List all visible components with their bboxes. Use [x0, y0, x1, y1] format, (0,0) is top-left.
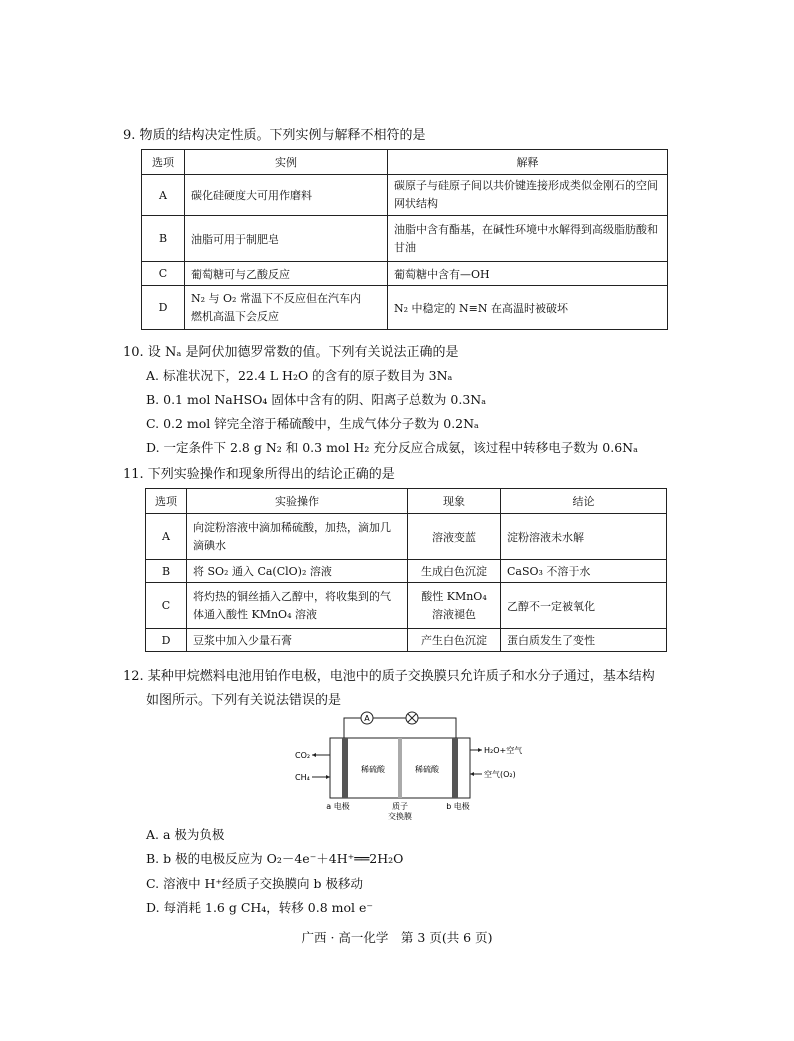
q11-op-c	[187, 583, 408, 629]
q11-phen-c	[408, 583, 501, 629]
q12-option-a: A. a 极为负极	[146, 827, 225, 842]
table-row	[146, 583, 667, 629]
q9-example-d-line2: 燃机高温下会反应	[191, 309, 279, 323]
table-row	[142, 286, 668, 330]
q11-op-a-line2: 滴碘水	[193, 538, 226, 552]
q11-phen-c-line1: 酸性 KMnO₄	[421, 589, 487, 603]
left-gas-ch4: CH₄	[295, 773, 310, 782]
q11-header-phen: 现象	[408, 489, 501, 514]
q11-option-b: B	[146, 560, 187, 583]
q9-option-c: C	[142, 262, 185, 286]
q12-option-b: B. b 极的电极反应为 O₂－4e⁻＋4H⁺══2H₂O	[146, 851, 404, 866]
q9-explain-a-line1: 碳原子与硅原子间以共价键连接形成类似金刚石的空间	[394, 179, 658, 192]
q12-title-line2: 如图所示。下列有关说法错误的是	[146, 693, 342, 708]
q9-explain-c: 葡萄糖中含有—OH	[388, 262, 668, 286]
q10-option-b: B. 0.1 mol NaHSO₄ 固体中含有的阴、阳离子总数为 0.3Nₐ	[146, 392, 487, 407]
q9-option-d: D	[142, 286, 185, 330]
page-footer: 广西 · 高一化学 第 3 页(共 6 页)	[301, 930, 493, 945]
table-row	[142, 262, 668, 286]
q9-table	[141, 149, 668, 330]
q11-header-concl: 结论	[501, 489, 667, 514]
table-row	[146, 514, 667, 560]
q10-option-c: C. 0.2 mol 锌完全溶于稀硫酸中，生成气体分子数为 0.2Nₐ	[146, 416, 479, 431]
table-row	[142, 175, 668, 216]
right-gas-out: H₂O+空气	[484, 746, 523, 755]
q9-example-c: 葡萄糖可与乙酸反应	[185, 262, 388, 286]
q9-explain-b-line1: 油脂中含有酯基，在碱性环境中水解得到高级脂肪酸和	[394, 222, 658, 236]
table-row	[146, 629, 667, 652]
q9-explain-b	[388, 216, 668, 262]
q10-title: 10. 设 Nₐ 是阿伏加德罗常数的值。下列有关说法正确的是	[123, 345, 459, 360]
q11-concl-c: 乙醇不一定被氧化	[501, 583, 667, 629]
ammeter-label: A	[364, 714, 370, 723]
q11-phen-c-line2: 溶液褪色	[432, 607, 476, 621]
q9-example-d	[185, 286, 388, 330]
table-row	[142, 216, 668, 262]
electrode-b	[452, 738, 458, 798]
q9-example-b: 油脂可用于制肥皂	[185, 216, 388, 262]
q11-op-c-line1: 将灼热的铜丝插入乙醇中，将收集到的气	[193, 589, 391, 603]
q11-phen-d: 产生白色沉淀	[408, 629, 501, 652]
q9-explain-a-line2: 网状结构	[394, 197, 438, 210]
q11-concl-b: CaSO₃ 不溶于水	[501, 560, 667, 583]
q11-op-a	[187, 514, 408, 560]
q9-explain-b-line2: 甘油	[394, 240, 416, 254]
q12-option-d: D. 每消耗 1.6 g CH₄，转移 0.8 mol e⁻	[146, 900, 373, 915]
q11-header-op: 实验操作	[187, 489, 408, 514]
q11-option-d: D	[146, 629, 187, 652]
q11-op-c-line2: 体通入酸性 KMnO₄ 溶液	[193, 607, 317, 621]
q11-op-a-line1: 向淀粉溶液中滴加稀硫酸，加热，滴加几	[193, 520, 391, 534]
table-row	[146, 560, 667, 583]
q12-option-c: C. 溶液中 H⁺经质子交换膜向 b 极移动	[146, 876, 363, 891]
q11-title: 11. 下列实验操作和现象所得出的结论正确的是	[123, 467, 395, 482]
q11-op-b: 将 SO₂ 通入 Ca(ClO)₂ 溶液	[187, 560, 408, 583]
q10-option-a: A. 标准状况下，22.4 L H₂O 的含有的原子数目为 3Nₐ	[146, 368, 453, 383]
electrolyte-right: 稀硫酸	[415, 765, 439, 774]
q11-concl-a: 淀粉溶液未水解	[501, 514, 667, 560]
q11-op-d: 豆浆中加入少量石膏	[187, 629, 408, 652]
q9-header-example: 实例	[185, 150, 388, 175]
q10-option-d: D. 一定条件下 2.8 g N₂ 和 0.3 mol H₂ 充分反应合成氨，该过程中转移电子数为 0.6Nₐ	[146, 440, 638, 455]
proton-exchange-membrane	[398, 738, 402, 798]
q9-option-b: B	[142, 216, 185, 262]
q11-concl-d: 蛋白质发生了变性	[501, 629, 667, 652]
q11-header-option: 选项	[146, 489, 187, 514]
label-a-electrode: a 电极	[326, 802, 350, 811]
q9-explain-a	[388, 175, 668, 216]
electrode-a	[342, 738, 348, 798]
q11-option-c: C	[146, 583, 187, 629]
q9-example-d-line1: N₂ 与 O₂ 常温下不反应但在汽车内	[191, 291, 361, 305]
q12-title-line1: 12. 某种甲烷燃料电池用铂作电极，电池中的质子交换膜只允许质子和水分子通过，基本结构	[123, 669, 655, 684]
q11-option-a: A	[146, 514, 187, 560]
left-gas-co2: CO₂	[295, 751, 311, 760]
q11-phen-a: 溶液变蓝	[408, 514, 501, 560]
q11-phen-b: 生成白色沉淀	[408, 560, 501, 583]
q9-explain-d: N₂ 中稳定的 N≡N 在高温时被破坏	[388, 286, 668, 330]
q9-option-a: A	[142, 175, 185, 216]
q9-header-explain: 解释	[388, 150, 668, 175]
label-membrane-1: 质子	[392, 802, 408, 811]
q9-example-a: 碳化硅硬度大可用作磨料	[185, 175, 388, 216]
q11-table	[145, 488, 667, 652]
label-membrane-2: 交换膜	[388, 812, 412, 821]
electrolyte-left: 稀硫酸	[361, 765, 385, 774]
label-b-electrode: b 电极	[446, 802, 470, 811]
right-gas-in: 空气(O₂)	[484, 770, 516, 779]
q9-title: 9. 物质的结构决定性质。下列实例与解释不相符的是	[123, 128, 426, 143]
q9-header-option: 选项	[142, 150, 185, 175]
fuel-cell-diagram	[290, 708, 523, 823]
